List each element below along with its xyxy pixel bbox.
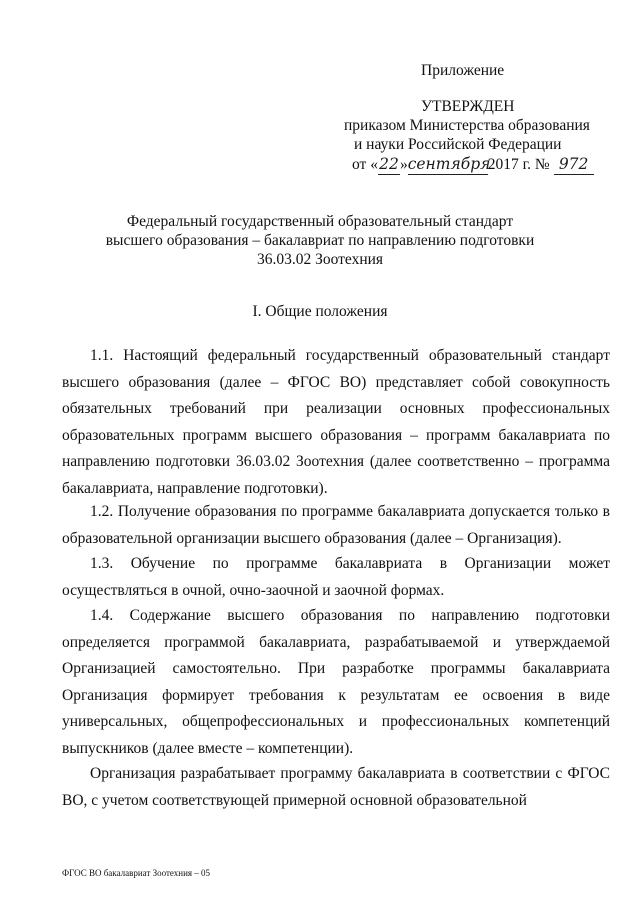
date-month-handwritten: сентября [407,155,491,173]
date-year: 2017 г. № [487,156,550,173]
standard-title-line-1: Федеральный государственный образовательный стандарт [126,213,514,230]
order-date-line [352,154,594,175]
appendix-label: Приложение [421,62,505,79]
page-footer: ФГОС ВО бакалавриат Зоотехния – 05 [62,868,211,878]
section-heading: I. Общие положения [252,303,388,320]
date-prefix: от « [352,156,378,173]
standard-title-line-2: высшего образования – бакалавриат по направлению подготовки [105,232,535,249]
date-day-handwritten: 22 [379,155,399,173]
paragraph-1-1: 1.1. Настоящий федеральный государственный образовательный стандарт высшего образования (далее – ФГОС ВО) представляет собой совокупность обязательных требований при реализации основных профессиональных образовательных программ высшего образования – программ бакалавриата по направлению подготовки 36.03.02 Зоотехния (далее соответственно – программа бакалавриата, направление подготовки). [62,347,610,497]
paragraph-1-2: 1.2. Получение образования по программе бакалавриата допускается только в образовательной организации высшего образования (далее – Организация). [62,503,610,547]
standard-title-line-3: 36.03.02 Зоотехния [256,251,384,268]
paragraph-1-3: 1.3. Обучение по программе бакалавриата в Организации может осуществляться в очной, очно-заочной и заочной формах. [62,555,610,599]
paragraph-1-4: 1.4. Содержание высшего образования по направлению подготовки определяется программой бакалавриата, разрабатываемой и утверждаемой Организацией самостоятельно. При разработке программы бакалавриата Организация формирует требования к результатам ее освоения в виде универсальных, общепрофессиональных и профессиональных компетенций выпускников (далее вместе – компетенции). [62,607,610,757]
order-line-2: и науки Российской Федерации [354,136,562,153]
approved-label: УТВЕРЖДЕН [421,98,515,115]
order-number-handwritten: 972 [554,154,594,175]
paragraph-organization: Организация разрабатывает программу бакалавриата в соответствии с ФГОС ВО, с учетом соответствующей примерной основной образовательной [62,765,610,809]
date-mid: » [399,156,408,173]
order-line-1: приказом Министерства образования [344,117,590,134]
